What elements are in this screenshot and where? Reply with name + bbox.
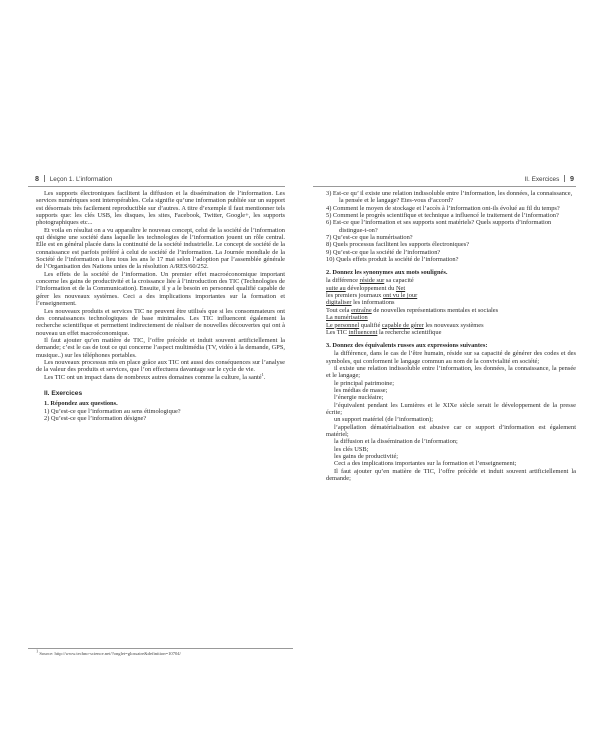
question-item: 1) Qu’est-ce que l’information au sens étimologique? xyxy=(44,407,181,415)
question-item: 5) Comment le progrès scientifique et technique a influencé le traitement de l’information? xyxy=(326,212,559,220)
expression-item: la différence, dans le cas de l’être humain, réside sur sa capacité de générer des codes et des symboles, qui conforment le langage commun au nom de la convivialité en société; xyxy=(326,350,576,365)
underlined-word: digitaliser xyxy=(326,299,352,307)
question-item: 4) Comment le moyen de stockage et l’accès à l’information ont-ils évolué au fil du temps? xyxy=(326,204,560,212)
left-page-number: 8 xyxy=(35,174,39,183)
paragraph: Et voila en résultat on a vu apparaître le nouveau concept, celui de la société de l’information qui désigne une société dans laquelle les technologies de l’information jouent un rôle central. Elle est en général placée dans la continuité de la société industrielle. Le concept de société de la connaissance est parfois préféré à celui de société de l’information. La Journée mondiale de la Société de l’information a lieu tous les ans le 17 mai selon l’adoption par l’assemblée générale de l’Organisation des Nations unies de la résolution A/RES/60/252. xyxy=(36,226,285,271)
underlined-word: capable de gérer xyxy=(381,321,424,329)
expression-item: les clés USB; xyxy=(334,445,369,453)
synonym-text: développement du xyxy=(345,284,396,292)
question-item: 7) Qu’est-ce que la numérisation? xyxy=(326,234,413,242)
exercise-title: 3. Donnez des équivalents russes aux expressions suivantes: xyxy=(326,342,488,350)
underlined-word: suite au xyxy=(326,284,346,292)
synonym-text: les informations xyxy=(351,299,395,307)
underlined-word: réside sur xyxy=(359,277,385,285)
underlined-word: Net xyxy=(395,284,406,292)
paragraph-text: Les TIC ont un impact dans de nombreux autres domaines comme la culture, la santé xyxy=(44,373,262,381)
synonym-text: sa capacité xyxy=(384,277,414,285)
exercise-title: 1. Répondez aux questions. xyxy=(44,399,118,407)
underlined-word: influencent xyxy=(348,328,378,336)
paragraph: Les supports électroniques facilitent la diffusion et la dissémination de l’information. Les services numériques sont interopérables. Cela signifie qu’une information publiée sur un support est désormais très facilement reproductible sur d’autres. A titre d’exemple il faut mentionner tels supports que: les clés USB, les disques, les sites, Facebook, Twitter, Google+, les supports photographiques etc... xyxy=(36,190,285,227)
footnote-reference: 1 xyxy=(261,371,264,377)
paragraph: Les TIC ont un impact dans de nombreux autres domaines comme la culture, la santé$^1$. xyxy=(44,371,266,381)
synonym-text: de nouvelles représentations mentales et sociales xyxy=(371,306,499,314)
paragraph: Les nouveaux processus mis en place grâce aux TIC ont aussi des conséquences sur l’analyse de la valeur des produits et services, que l’on effectuera davantage sur le cycle de vie. xyxy=(36,358,285,374)
question-item: 2) Qu’est-ce que l’information désigne? xyxy=(44,415,147,423)
synonym-line xyxy=(313,314,576,321)
right-page-number: 9 xyxy=(570,174,574,183)
synonym-text: Les TIC xyxy=(326,328,349,336)
paragraph: Les effets de la société de l’information. Un premier effet macroéconomique important concerne les gains de productivité et la croissance liée à l’introduction des TIC (Technologies de l’Information et de la Communication). Ensuite, il y a le besoin en personnel qualifié capable de gérer les nouveaux systèmes. Ceci a des implications importantes sur la formation et l’enseignement. xyxy=(36,270,285,308)
exercise-title: 2. Donnez les synonymes aux mots soulignés. xyxy=(326,269,448,277)
paragraph: Il faut ajouter qu’en matière de TIC, l’offre précède et induit souvent artificiellement la demande; c’est le cas de tout ce qui concerne l’aspect multimédia (TV, vidéo à la demande, GPS, musique..) sur les téléphones portables. xyxy=(36,336,285,359)
left-running-header xyxy=(28,174,285,187)
expression-item: l’énergie nucléaire; xyxy=(334,394,384,402)
synonym-text: la différence xyxy=(326,277,360,285)
synonym-line xyxy=(313,299,576,306)
synonym-text: les premiers journaux xyxy=(326,292,383,300)
question-item: 10) Quels effets produit la société de l’information? xyxy=(326,256,459,264)
left-header-title: Leçon 1. L’information xyxy=(49,176,113,183)
synonym-text: les nouveaux systèmes xyxy=(423,321,484,329)
synonym-text: qualifié xyxy=(359,321,382,329)
synonym-line xyxy=(313,292,576,299)
expression-item: l’appellation dématérialisation est abusive car ce support d’information est également matériel; xyxy=(326,423,576,438)
right-header-title: II. Exercices xyxy=(524,176,560,183)
expression-item: Ceci a des implications importantes sur la formation et l’enseignement; xyxy=(334,460,517,468)
right-running-header xyxy=(313,174,576,187)
left-page xyxy=(28,174,285,656)
footnote xyxy=(28,648,293,656)
expression-item: il existe une relation indissoluble entre l’information, les données, la connaissance, la pensée et le langage; xyxy=(326,364,576,380)
underlined-word: entraîne xyxy=(351,306,372,314)
header-divider xyxy=(44,175,45,182)
question-item: 6) Est-ce que l’information et ses supports sont matériels? Quels supports d’information distingue-t-on? xyxy=(326,219,552,234)
expression-item: les gains de productivité; xyxy=(334,453,399,460)
expression-item: Il faut ajouter qu’en matière de TIC, l’offre précède et induit souvent artificiellement la demande; xyxy=(326,467,576,483)
synonym-text: Tout cela xyxy=(326,306,352,314)
synonym-text: la recherche scientifique xyxy=(377,328,442,336)
paragraph: Les nouveaux produits et services TIC ne peuvent être utilisés que si les consommateurs ont des connaissances technologiques de base minimales. Les TIC influencent également la recherche scientifique et permettent indirectement de réaliser de nouvelles découvertes qui ont à nouveau un effet macroéconomique. xyxy=(36,307,285,337)
expression-item: l’équivalent pendant les Lumières et le XIXe siècle serait le développement de la presse écrite; xyxy=(326,401,576,416)
underlined-word: Le personnel xyxy=(326,321,360,329)
header-divider xyxy=(564,175,565,182)
expression-item: le principal patrimoine; xyxy=(334,379,394,387)
synonym-line xyxy=(313,329,576,336)
question-item: 9) Qu’est-ce que la société de l’information? xyxy=(326,248,441,256)
underlined-word: ont vu le jour xyxy=(382,292,418,300)
footnote-marker: 1 xyxy=(36,648,39,654)
section-title: II. Exercices xyxy=(44,389,83,397)
synonym-line xyxy=(313,285,576,292)
synonym-line xyxy=(313,322,576,329)
expression-item: la diffusion et la dissémination de l’information; xyxy=(334,438,458,446)
expression-item: un support matériel (de l’information); xyxy=(334,416,434,424)
expression-item: les médias de masse; xyxy=(334,386,388,394)
question-item: 8) Quels processus facilitent les supports électroniques? xyxy=(326,241,470,249)
question-item: 3) Est-ce qu’ il existe une relation indissoluble entre l’information, les données, la connaissance, la pensée et le langage? Etes-vous d’accord? xyxy=(326,190,573,205)
footnote-text: Source: http://www.techno-science.net/?onglet=glossaire&definition=10704/ xyxy=(39,651,181,656)
underlined-word: La numérisation xyxy=(326,314,368,322)
synonym-line xyxy=(313,277,576,284)
synonym-line xyxy=(313,307,576,314)
right-page xyxy=(313,174,576,482)
